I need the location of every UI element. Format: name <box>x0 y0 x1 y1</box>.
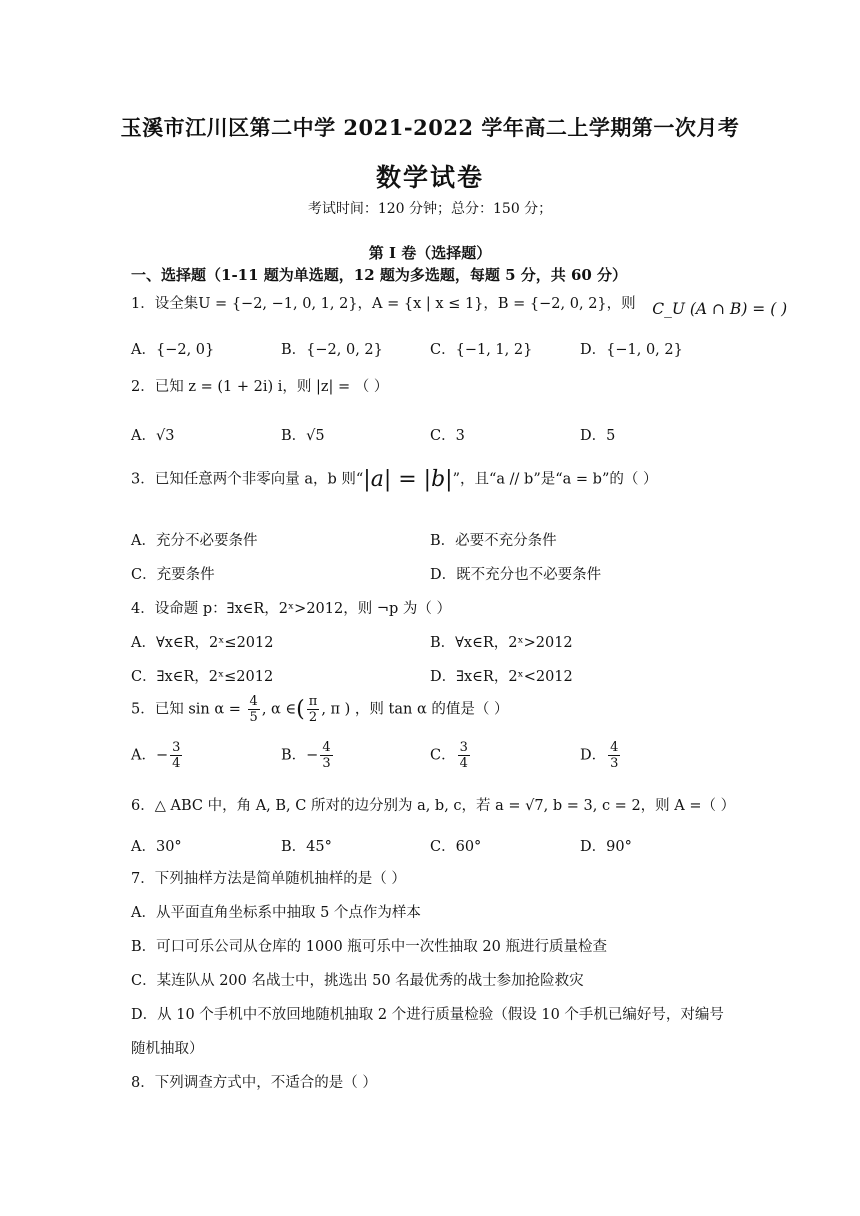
question-5-fraction-sin: $\frac{4}{5}$ <box>249 694 258 725</box>
section-heading: 一、选择题（1-11 题为单选题，12 题为多选题，每题 5 分，共 60 分） <box>131 266 628 284</box>
question-1-tail: C_U (A ∩ B) = ( ) <box>652 300 788 318</box>
question-5-fraction-pi: $\frac{\pi}{2}$ <box>308 694 318 725</box>
q5-option-b: B．− $\frac{4}{3}$ <box>281 740 331 771</box>
question-3-stem-b: ”，且“a // b”是“a = b”的（ ） <box>452 471 658 488</box>
q7-option-c: C．某连队从 200 名战士中，挑选出 50 名最优秀的战士参加抢险救灾 <box>131 973 584 989</box>
question-5 <box>131 694 508 725</box>
q6-option-c: C．60° <box>430 839 482 855</box>
q7-option-b: B．可口可乐公司从仓库的 1000 瓶可乐中一次性抽取 20 瓶进行质量检查 <box>131 939 607 955</box>
question-7: 7．下列抽样方法是简单随机抽样的是（ ） <box>131 871 406 887</box>
question-6: 6．△ ABC 中，角 A, B, C 所对的边分别为 a, b, c，若 a = √7, b = 3, c = 2，则 A =（ ） <box>131 798 736 814</box>
q2-option-d: D．5 <box>580 428 616 444</box>
q6-option-d: D．90° <box>580 839 632 855</box>
q7-option-d-continued: 随机抽取） <box>131 1041 204 1057</box>
question-5-stem-a: 5．已知 sin α = <box>131 701 241 718</box>
q5-option-a: A．− $\frac{3}{4}$ <box>131 740 181 771</box>
q4-option-c: C．∃x∈R，2ˣ≤2012 <box>131 669 274 685</box>
question-8: 8．下列调查方式中，不适合的是（ ） <box>131 1075 377 1091</box>
q3-option-d: D．既不充分也不必要条件 <box>430 567 602 583</box>
exam-info: 考试时间：120 分钟；总分：150 分； <box>307 201 553 217</box>
q1-option-c: C．{−1, 1, 2} <box>430 342 533 358</box>
q2-option-a: A．√3 <box>131 428 175 444</box>
question-4: 4．设命题 p：∃x∈R，2ˣ>2012，则 ¬p 为（ ） <box>131 601 451 617</box>
question-5-paren: ( <box>296 697 305 722</box>
question-5-stem-c: , π ) ，则 tan α 的值是（ ） <box>321 701 509 718</box>
exam-title: 玉溪市江川区第二中学 2021-2022 学年高二上学期第一次月考 <box>120 115 740 140</box>
q4-option-a: A．∀x∈R，2ˣ≤2012 <box>131 635 274 651</box>
question-3-vector-eq: |a| = |b| <box>363 467 453 492</box>
q3-option-a: A．充分不必要条件 <box>131 533 258 549</box>
q5-option-d: D． $\frac{4}{3}$ <box>580 740 619 771</box>
q3-option-b: B．必要不充分条件 <box>430 533 557 549</box>
q3-option-c: C．充要条件 <box>131 567 215 583</box>
question-3-stem-a: 3．已知任意两个非零向量 a，b 则“ <box>131 471 364 488</box>
question-5-stem-b: , α ∈ <box>261 701 297 718</box>
q1-option-a: A．{−2, 0} <box>131 342 215 358</box>
q5-option-c: C． $\frac{3}{4}$ <box>430 740 468 771</box>
q1-option-d: D．{−1, 0, 2} <box>580 342 683 358</box>
question-1-stem: 1．设全集U = {−2, −1, 0, 1, 2}，A = {x | x ≤ 1}，B = {−2, 0, 2}，则 <box>131 296 636 312</box>
q2-option-c: C．3 <box>430 428 465 444</box>
q4-option-b: B．∀x∈R，2ˣ>2012 <box>430 635 573 651</box>
q1-option-b: B．{−2, 0, 2} <box>281 342 383 358</box>
q2-option-b: B．√5 <box>281 428 325 444</box>
exam-subtitle: 数学试卷 <box>375 163 484 192</box>
question-3 <box>131 467 657 492</box>
question-1 <box>131 292 788 318</box>
q6-option-b: B．45° <box>281 839 332 855</box>
q4-option-d: D．∃x∈R，2ˣ<2012 <box>430 669 573 685</box>
q7-option-d: D．从 10 个手机中不放回地随机抽取 2 个进行质量检验（假设 10 个手机已编好号，对编号 <box>131 1007 724 1023</box>
q7-option-a: A．从平面直角坐标系中抽取 5 个点作为样本 <box>131 905 421 921</box>
volume-heading: 第 I 卷（选择题） <box>368 244 492 262</box>
q6-option-a: A．30° <box>131 839 182 855</box>
question-2: 2．已知 z = (1 + 2i) i，则 |z| = （ ） <box>131 379 389 395</box>
